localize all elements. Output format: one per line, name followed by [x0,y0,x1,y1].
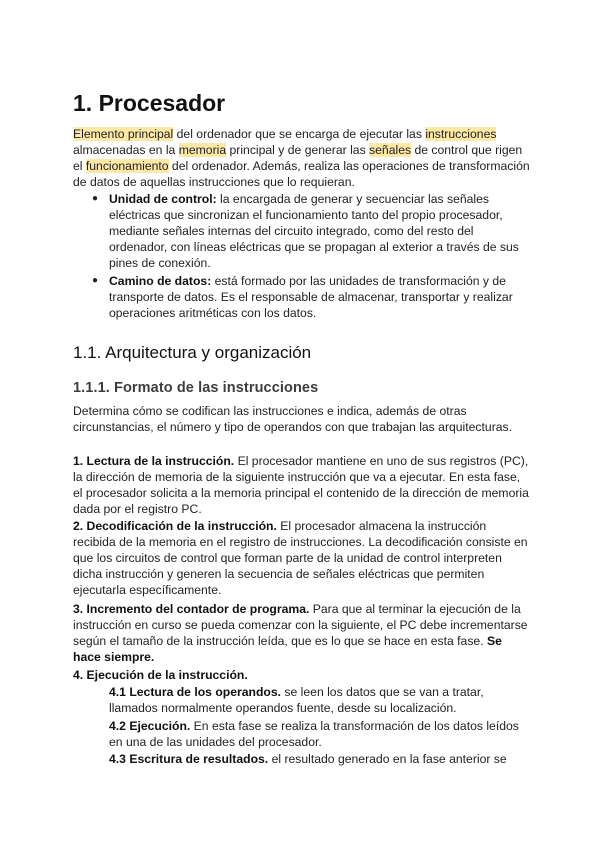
highlight-elemento-principal: Elemento principal [73,127,174,141]
step-2-line-5: ejecutarla específicamente. [73,583,222,597]
highlight-memoria: memoria [178,143,227,157]
bullet-1-line-4: ordenador, con líneas eléctricas que se propagan al exterior a través de sus [109,240,519,254]
step-2-label: 2. Decodificación de la instrucción. [73,519,277,533]
step-3-bold-tail: Se [486,634,502,648]
step-4-2-line-1: 4.2 Ejecución. En esta fase se realiza la transformación de los datos leídos [109,719,519,733]
intro-line-4: de datos de aquellas instrucciones que lo requieran. [73,175,355,189]
step-2-line-2: recibida de la memoria en el registro de instrucciones. La decodificación consiste en [73,535,528,549]
bullet-dot: ● [92,193,99,204]
step-4-3-line-1: 4.3 Escritura de resultados. el resultado generado en la fase anterior se [109,752,507,766]
step-1-line-3: el procesador solicita a la memoria principal el contenido de la dirección de memoria [73,486,529,500]
step-2-line-3: que los circuitos de control que forman parte de la unidad de control interpreten [73,551,502,565]
step-3-line-1: 3. Incremento del contador de programa. Para que al terminar la ejecución de la [73,602,521,616]
step-1-label: 1. Lectura de la instrucción. [73,454,235,468]
bullet-1-line-1: Unidad de control: la encargada de generar y secuenciar las señales [109,192,490,206]
page-title: 1. Procesador [73,90,226,116]
highlight-instrucciones: instrucciones [425,127,497,141]
bullet-1-line-2: eléctricas que sincronizan el funcionamiento tanto del propio procesador, [109,208,503,222]
highlight-senales: señales [369,143,412,157]
bullet-1-label: Unidad de control: [109,192,217,206]
step-1-line-4: dada por el registro PC. [73,502,202,516]
bullet-1-line-5: pines de conexión. [109,256,211,270]
bullet-2-line-3: operaciones aritméticas con los datos. [109,306,317,320]
step-4-3-label: 4.3 Escritura de resultados. [109,752,269,766]
step-4-2-line-2: en una de las unidades del procesador. [109,735,322,749]
format-desc-line-1: Determina cómo se codifican las instrucciones e indica, además de otras [73,404,467,418]
bullet-2-line-2: transporte de datos. Es el responsable de almacenar, transportar y realizar [109,290,513,304]
step-4-2-label: 4.2 Ejecución. [109,719,191,733]
step-3-line-2: instrucción en curso se pueda comenzar con la siguiente, el PC debe incrementarse [73,618,528,632]
step-3-label: 3. Incremento del contador de programa. [73,602,310,616]
section-title: 1.1. Arquitectura y organización [73,343,312,362]
step-3-line-4 [73,649,154,665]
step-4-label: 4. Ejecución de la instrucción. [73,668,248,682]
step-3-line-3: según el tamaño de la instrucción leída, que es lo que se hace en esta fase. Se [73,634,502,648]
step-2-line-4: dicha instrucción y generen la secuencia de señales eléctricas que permiten [73,567,485,581]
bullet-1-line-3: mediante señales internas del circuito integrado, como del resto del [109,224,474,238]
bullet-2-label: Camino de datos: [109,274,212,288]
step-3-bold-line: hace siempre. [73,650,155,664]
subsection-title: 1.1.1. Formato de las instrucciones [73,380,319,396]
highlight-funcionamiento: funcionamiento [85,159,169,173]
step-4-1-label: 4.1 Lectura de los operandos. [109,685,282,699]
step-4-1-line-2: llamados normalmente operandos fuente, desde su localización. [109,701,457,715]
step-2-line-1: 2. Decodificación de la instrucción. El procesador almacena la instrucción [73,519,487,533]
step-4-line-1 [73,667,248,683]
intro-line-2: almacenadas en la memoria principal y de generar las señales de control que rigen [73,143,523,157]
step-4-1-line-1: 4.1 Lectura de los operandos. se leen los datos que se van a tratar, [109,685,484,699]
bullet-dot: ● [92,275,99,286]
intro-line-3: el funcionamiento del ordenador. Además, realiza las operaciones de transformación [73,159,530,173]
step-1-line-2: la dirección de memoria de la siguiente instrucción que va a ejecutar. En esta fase, [73,470,521,484]
bullet-2-line-1: Camino de datos: está formado por las unidades de transformación y de [109,274,506,288]
format-desc-line-2: circunstancias, el número y tipo de operandos con que trabajan las arquitecturas. [73,420,513,434]
intro-line-1: Elemento principal del ordenador que se encarga de ejecutar las instrucciones [73,127,497,141]
step-1-line-1: 1. Lectura de la instrucción. El procesador mantiene en uno de sus registros (PC), [73,454,529,468]
